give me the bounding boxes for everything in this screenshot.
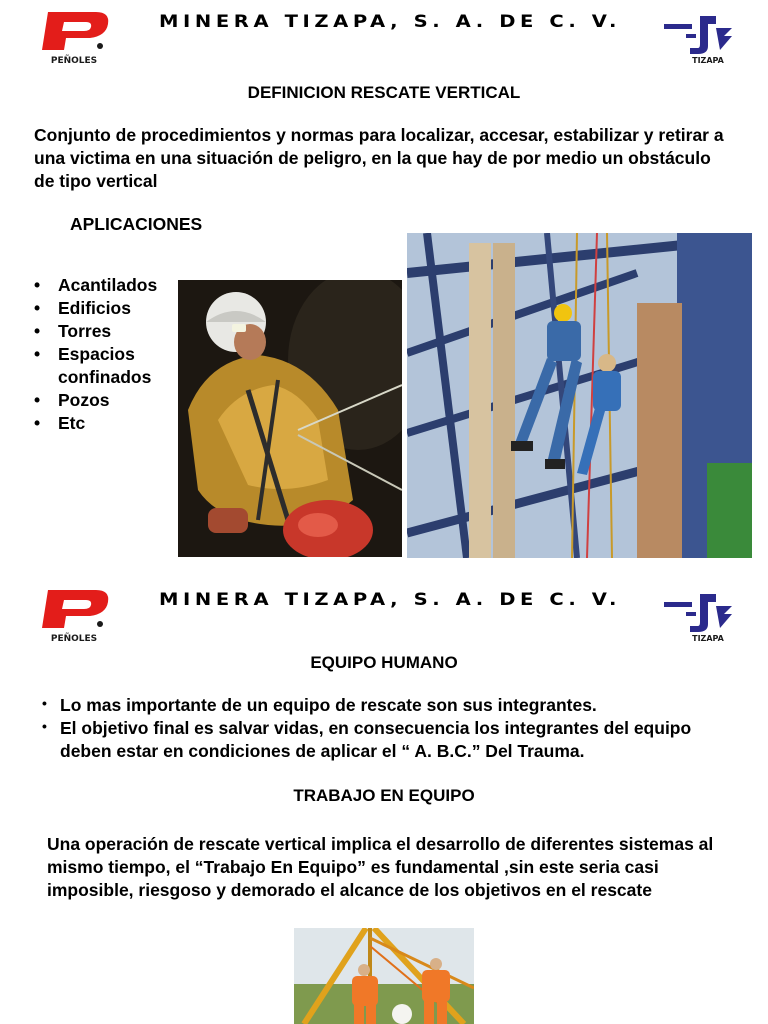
slide-header xyxy=(0,0,768,70)
tower-rescue-photo xyxy=(407,233,752,558)
company-name: MINERA TIZAPA, S. A. DE C. V. xyxy=(158,12,622,32)
cave-rescue-photo xyxy=(178,280,402,557)
list-item: • Lo mas importante de un equipo de rescate son sus integrantes. xyxy=(42,694,722,717)
list-item: • Edificios xyxy=(34,297,174,320)
list-item: • Espacios confinados xyxy=(34,343,174,389)
teamwork-text: Una operación de rescate vertical implica el desarrollo de diferentes sistemas al mismo tiempo, el “Trabajo En Equipo” es fundamental ,sin este seria casi imposible, riesgoso y demorado el alcance de los objetivos en el rescate xyxy=(47,834,714,900)
tizapa-logo xyxy=(660,588,742,643)
company-name: MINERA TIZAPA, S. A. DE C. V. xyxy=(158,590,622,610)
penoles-logo xyxy=(34,10,114,65)
svg-text:PEÑOLES: PEÑOLES xyxy=(50,634,98,643)
list-item: • El objetivo final es salvar vidas, en consecuencia los integrantes del equipo deben estar en condiciones de aplicar el “ A. B.C.” Del Trauma. xyxy=(42,717,722,763)
list-item: • Torres xyxy=(34,320,174,343)
slide-header xyxy=(0,578,768,648)
equipo-humano-list xyxy=(42,694,722,763)
svg-text:TIZAPA: TIZAPA xyxy=(692,56,724,65)
applications-list xyxy=(34,274,174,435)
applications-heading: APLICACIONES xyxy=(70,214,203,234)
penoles-logo xyxy=(34,588,114,643)
section-title-equipo-humano: EQUIPO HUMANO xyxy=(310,653,458,672)
svg-text:TIZAPA: TIZAPA xyxy=(692,634,724,643)
list-item: • Pozos xyxy=(34,389,174,412)
list-item: • Acantilados xyxy=(34,274,174,297)
list-item: • Etc xyxy=(34,412,174,435)
team-rescue-photo xyxy=(294,928,474,1024)
svg-text:PEÑOLES: PEÑOLES xyxy=(50,56,98,65)
tizapa-logo xyxy=(660,10,742,65)
page-title: DEFINICION RESCATE VERTICAL xyxy=(247,83,521,102)
section-title-trabajo-en-equipo: TRABAJO EN EQUIPO xyxy=(293,786,475,805)
definition-text: Conjunto de procedimientos y normas para localizar, accesar, estabilizar y retirar a una victima en una situación de peligro, en la que hay de por medio un obstáculo de tipo vertical xyxy=(34,125,724,191)
